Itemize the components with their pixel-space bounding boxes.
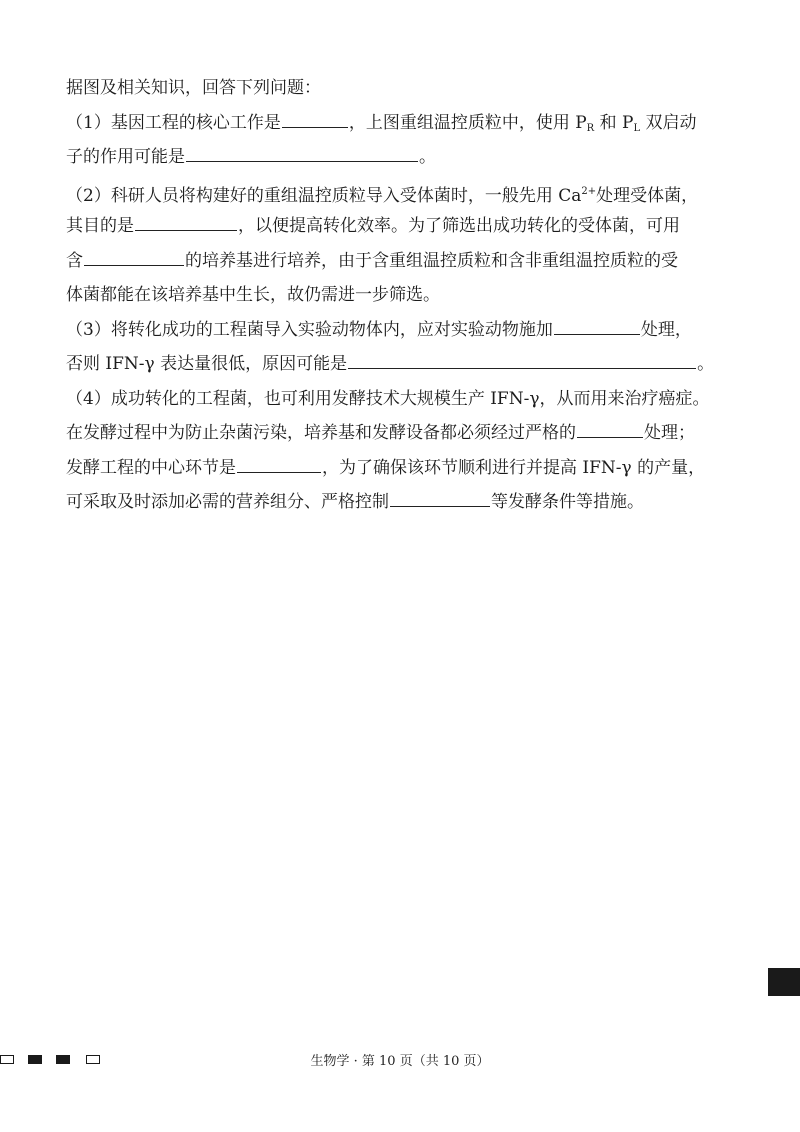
q4-line-2: 在发酵过程中为防止杂菌污染，培养基和发酵设备都必须经过严格的 处理； bbox=[66, 423, 695, 443]
q3-line-1: （3）将转化成功的工程菌导入实验动物体内，应对实验动物施加 处理， bbox=[66, 319, 692, 340]
page-number: 生物学 · 第 10 页（共 10 页） bbox=[310, 1054, 490, 1069]
q2-line-3: 含 的培养基进行培养，由于含重组温控质粒和含非重组温控质粒的受 bbox=[66, 250, 678, 271]
q2-line-1: （2）科研人员将构建好的重组温控质粒导入受体菌时，一般先用 $Ca^{2+}$处理受体菌， bbox=[66, 185, 699, 206]
q3-line-2: 否则 IFN-γ 表达量很低，原因可能是 。 bbox=[66, 354, 715, 374]
answer-blank-q2-1[interactable] bbox=[135, 214, 237, 231]
intro-line: 据图及相关知识，回答下列问题： bbox=[66, 78, 321, 98]
q4-line-3: 发酵工程的中心环节是 ，为了确保该环节顺利进行并提高 IFN-γ 的产量， bbox=[66, 457, 706, 478]
edge-tab-marker bbox=[768, 968, 800, 996]
q1-line-1: （1）基因工程的核心工作是 ，上图重组温控质粒中，使用 $P_R$ 和 $P_L$ 双启动 bbox=[66, 112, 697, 134]
q2-line-2: 其目的是 ，以便提高转化效率。为了筛选出成功转化的受体菌，可用 bbox=[66, 216, 680, 236]
q2-line-4: 体菌都能在该培养基中生长，故仍需进一步筛选。 bbox=[66, 285, 440, 305]
answer-blank-q4-1[interactable] bbox=[577, 421, 643, 438]
answer-blank-q4-2[interactable] bbox=[237, 456, 321, 473]
q1-line-2: 子的作用可能是 。 bbox=[66, 147, 436, 167]
answer-blank-q4-3[interactable] bbox=[390, 490, 490, 507]
q4-line-4: 可采取及时添加必需的营养组分、严格控制 等发酵条件等措施。 bbox=[66, 492, 644, 512]
question-block bbox=[66, 71, 726, 520]
answer-blank-q1-1[interactable] bbox=[282, 111, 348, 128]
page-footer bbox=[0, 1050, 800, 1070]
answer-blank-q3-1[interactable] bbox=[554, 318, 640, 335]
q4-line-1: （4）成功转化的工程菌，也可利用发酵技术大规模生产 IFN-γ，从而用来治疗癌症。 bbox=[66, 388, 710, 409]
answer-blank-q2-2[interactable] bbox=[84, 249, 184, 266]
answer-blank-q3-2[interactable] bbox=[348, 352, 696, 369]
answer-blank-q1-2[interactable] bbox=[186, 145, 418, 162]
